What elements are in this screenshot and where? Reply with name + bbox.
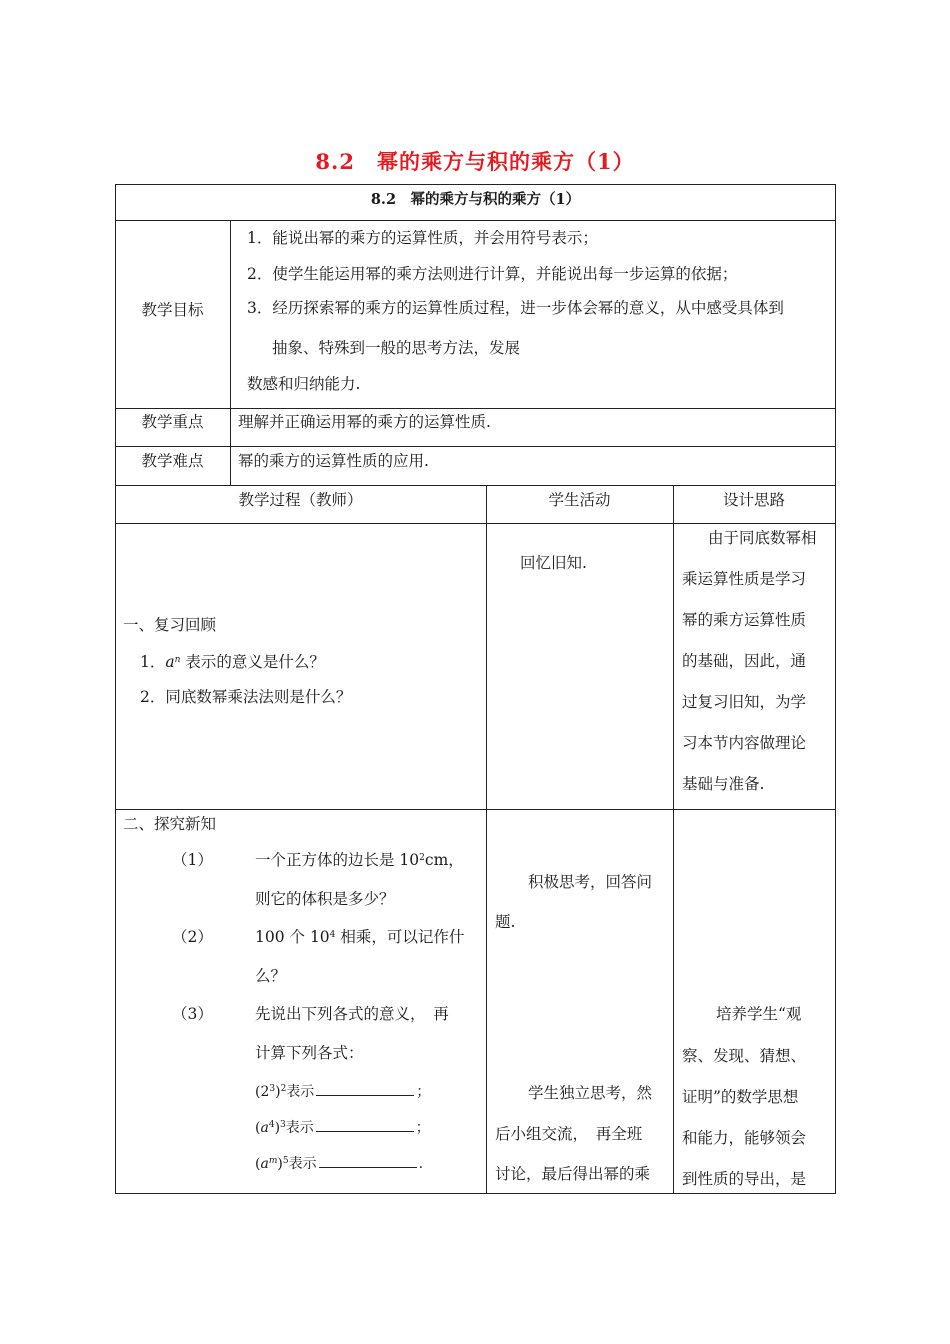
answer-blank — [316, 1081, 414, 1096]
objective-continuation: 数感和归纳能力. — [247, 375, 361, 393]
expression-2: $(a^4)^3$表示 ； — [255, 1117, 430, 1138]
problem-3-text: 先说出下列各式的意义， 再 — [255, 1005, 449, 1023]
review-heading: 一、复习回顾 — [123, 616, 217, 634]
review-question-1: 1．$a^n$ 表示的意义是什么？ — [140, 653, 325, 671]
review-question-2: 2．同底数幂乘法法则是什么？ — [140, 688, 352, 706]
column-header-student: 学生活动 — [548, 491, 611, 509]
objective-item: 3．经历探索幂的乘方的运算性质过程，进一步体会幂的意义，从中感受具体到 — [247, 299, 784, 317]
problem-1-text: 一个正方体的边长是 $10^2cm$， — [255, 851, 464, 869]
objective-item: 2．使学生能运用幂的乘方法则进行计算，并能说出每一步运算的依据； — [247, 265, 738, 283]
problem-1-text: 则它的体积是多少？ — [255, 890, 395, 908]
column-header-teacher: 教学过程（教师） — [238, 491, 363, 509]
objective-continuation: 抽象、特殊到一般的思考方法，发展 — [272, 339, 521, 357]
objectives-label: 教学目标 — [141, 301, 204, 319]
difficulty-text: 幂的乘方的运算性质的应用. — [238, 452, 429, 470]
review-student-activity: 回忆旧知. — [520, 554, 587, 572]
objective-item: 1．能说出幂的乘方的运算性质，并会用符号表示； — [247, 229, 598, 247]
answer-blank — [316, 1117, 414, 1132]
problem-2-text: 100 个 $10^4$ 相乘，可以记作什 — [255, 928, 465, 946]
expression-1: $(2^3)^2$表示 ； — [255, 1081, 430, 1102]
explore-heading: 二、探究新知 — [123, 815, 217, 833]
answer-blank — [319, 1153, 417, 1168]
problem-3-text: 计算下列各式： — [255, 1044, 364, 1062]
column-header-design: 设计思路 — [722, 491, 785, 509]
table-header: 8.2 幂的乘方与积的乘方（1） — [370, 191, 581, 208]
problem-2-text: 么？ — [255, 967, 287, 985]
expression-3: $(a^m)^5$表示 . — [255, 1153, 423, 1174]
difficulty-label: 教学难点 — [141, 452, 204, 470]
problem-2-number: （2） — [172, 928, 213, 946]
page-title: 8.2 幂的乘方与积的乘方（1） — [315, 149, 635, 174]
key-point-text: 理解并正确运用幂的乘方的运算性质. — [238, 413, 491, 431]
problem-3-number: （3） — [172, 1005, 213, 1023]
key-point-label: 教学重点 — [141, 413, 204, 431]
problem-1-number: （1） — [172, 851, 213, 869]
